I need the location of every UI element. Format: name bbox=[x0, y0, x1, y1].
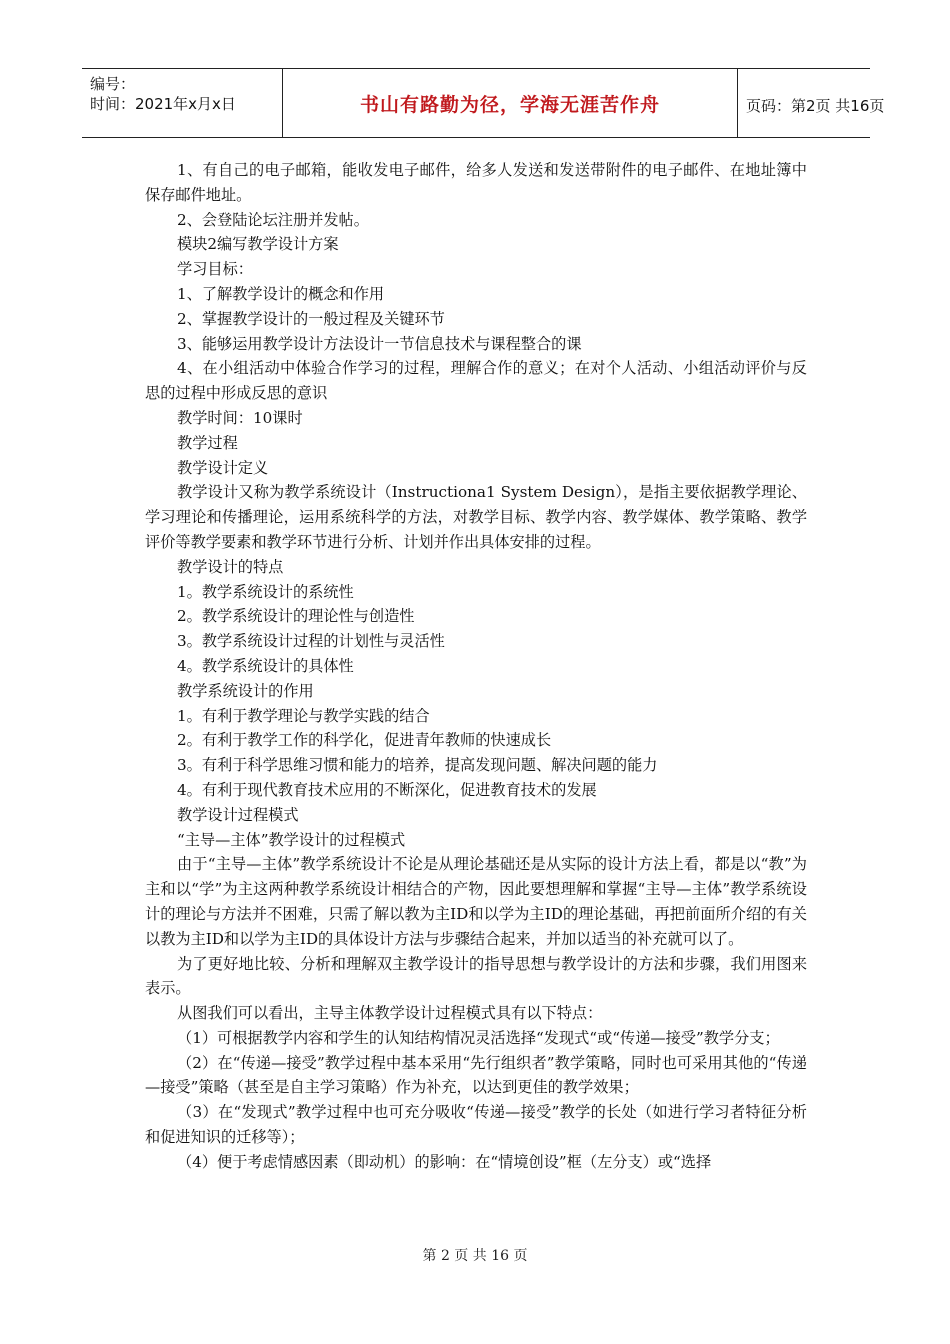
body-paragraph: （2）在“传递—接受”教学过程中基本采用“先行组织者”教学策略，同时也可采用其他的“传递—接受”策略（甚至是自主学习策略）作为补充，以达到更佳的教学效果； bbox=[145, 1053, 807, 1097]
body-paragraph: 4。教学系统设计的具体性 bbox=[177, 656, 354, 675]
body-paragraph: 3。教学系统设计过程的计划性与灵活性 bbox=[177, 632, 445, 651]
body-paragraph: “主导—主体”教学设计的过程模式 bbox=[177, 830, 406, 849]
body-paragraph: 教学设计的特点 bbox=[177, 557, 284, 576]
body-paragraph: 1。有利于教学理论与教学实践的结合 bbox=[177, 706, 430, 725]
page-header bbox=[82, 68, 885, 138]
body-paragraph: 3、能够运用教学设计方法设计一节信息技术与课程整合的课 bbox=[177, 334, 582, 353]
body-paragraph: 教学系统设计的作用 bbox=[177, 681, 314, 700]
body-paragraph: 2。教学系统设计的理论性与创造性 bbox=[177, 607, 415, 626]
body-paragraph: （1）可根据教学内容和学生的认知结构情况灵活选择“发现式“或“传递—接受”教学分支； bbox=[177, 1028, 780, 1047]
header-left-cell bbox=[82, 69, 282, 137]
body-paragraph: 2、会登陆论坛注册并发帖。 bbox=[177, 210, 369, 229]
body-paragraph: 教学设计过程模式 bbox=[177, 805, 299, 824]
body-paragraph: 教学时间：10课时 bbox=[177, 408, 303, 427]
body-paragraph: （4）便于考虑情感因素（即动机）的影响：在“情境创设”框（左分支）或“选择 bbox=[177, 1152, 712, 1171]
header-page-code: 页码：第2页 共16页 bbox=[746, 97, 885, 115]
header-motto: 书山有路勤为径，学海无涯苦作舟 bbox=[359, 94, 660, 116]
body-paragraph: 2。有利于教学工作的科学化，促进青年教师的快速成长 bbox=[177, 731, 552, 750]
document-body bbox=[145, 158, 807, 1175]
body-paragraph: 4。有利于现代教育技术应用的不断深化，促进教育技术的发展 bbox=[177, 780, 597, 799]
body-paragraph: 模块2编写教学设计方案 bbox=[177, 235, 339, 254]
body-paragraph: 1、有自己的电子邮箱，能收发电子邮件，给多人发送和发送带附件的电子邮件、在地址簿中保存邮件地址。 bbox=[145, 161, 807, 204]
body-paragraph: 教学设计定义 bbox=[177, 458, 269, 477]
body-paragraph: 从图我们可以看出，主导主体教学设计过程模式具有以下特点： bbox=[177, 1004, 603, 1023]
body-paragraph: （3）在“发现式”教学过程中也可充分吸收“传递—接受”教学的长处（如进行学习者特征分析和促进知识的迁移等）； bbox=[145, 1103, 807, 1147]
body-paragraph: 为了更好地比较、分析和理解双主教学设计的指导思想与教学设计的方法和步骤，我们用图来表示。 bbox=[145, 954, 807, 998]
body-paragraph: 教学设计又称为教学系统设计（Instructiona1 System Design），是指主要依据教学理论、学习理论和传播理论，运用系统科学的方法，对教学目标、教学内容、教学媒体、教学策略、教学评价等教学要素和教学环节进行分析、计划并作出具体安排的过程。 bbox=[145, 483, 807, 551]
body-paragraph: 由于“主导—主体”教学系统设计不论是从理论基础还是从实际的设计方法上看，都是以“教”为主和以“学”为主这两种教学系统设计相结合的产物，因此要想理解和掌握“主导—主体”教学系统设计的理论与方法并不困难，只需了解以教为主ID和以学为主ID的理论基础，再把前面所介绍的有关以教为主ID和以学为主ID的具体设计方法与步骤结合起来，并加以适当的补充就可以了。 bbox=[145, 855, 807, 948]
body-paragraph: 学习目标： bbox=[177, 260, 253, 279]
document-number-label: 编号： bbox=[90, 75, 136, 93]
body-paragraph: 2、掌握教学设计的一般过程及关键环节 bbox=[177, 309, 445, 328]
body-paragraph: 教学过程 bbox=[177, 433, 238, 452]
body-paragraph: 1、了解教学设计的概念和作用 bbox=[177, 284, 385, 303]
body-paragraph: 4、在小组活动中体验合作学习的过程，理解合作的意义；在对个人活动、小组活动评价与反思的过程中形成反思的意识 bbox=[145, 359, 807, 403]
page-footer: 第 2 页 共 16 页 bbox=[422, 1248, 528, 1264]
document-time-label: 时间：2021年x月x日 bbox=[90, 95, 236, 113]
header-right-cell bbox=[738, 69, 885, 137]
body-paragraph: 1。教学系统设计的系统性 bbox=[177, 582, 354, 601]
body-paragraph: 3。有利于科学思维习惯和能力的培养，提高发现问题、解决问题的能力 bbox=[177, 756, 658, 775]
header-motto-cell bbox=[282, 69, 738, 137]
